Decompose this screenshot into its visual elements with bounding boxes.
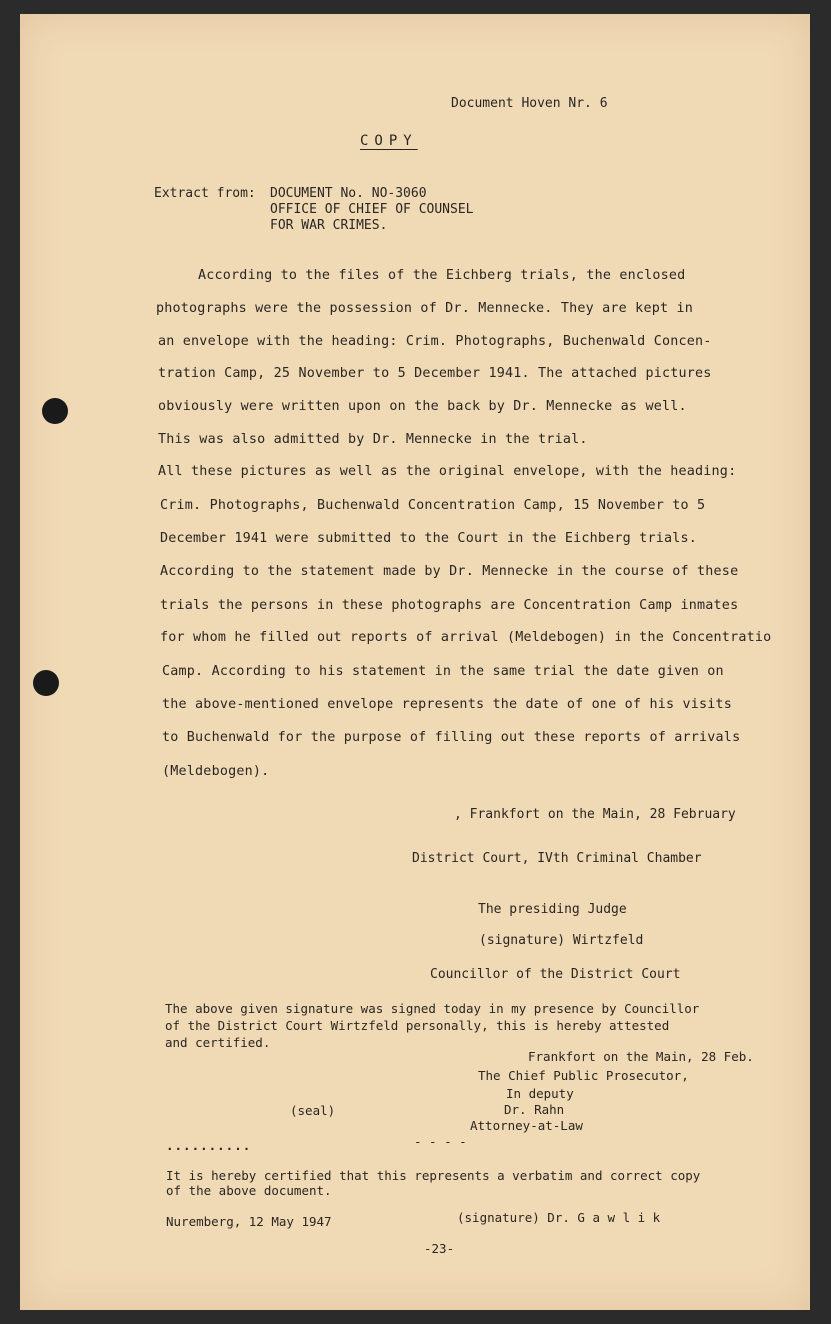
certification-signature: (signature) Dr. G a w l i k (457, 1210, 661, 1225)
seal-label: (seal) (290, 1103, 336, 1118)
certification-line: It is hereby certified that this represents a verbatim and correct copy (166, 1168, 701, 1183)
body-line: Crim. Photographs, Buchenwald Concentration Camp, 15 November to 5 (160, 498, 706, 513)
attestation-line: The above given signature was signed today in my presence by Councillor (165, 1001, 700, 1016)
body-line: All these pictures as well as the original envelope, with the heading: (158, 464, 737, 479)
document-reference: Document Hoven Nr. 6 (451, 96, 608, 111)
extract-line: FOR WAR CRIMES. (270, 218, 388, 233)
judge-title: The presiding Judge (478, 902, 627, 917)
councillor-title: Councillor of the District Court (430, 967, 681, 982)
deputy-profession: Attorney-at-Law (470, 1118, 583, 1133)
body-line: December 1941 were submitted to the Court in the Eichberg trials. (160, 531, 698, 546)
attestation-place-date: Frankfort on the Main, 28 Feb. (528, 1049, 754, 1064)
punch-hole-lower (33, 670, 59, 696)
punch-hole-upper (42, 398, 68, 424)
body-line: According to the files of the Eichberg trials, the enclosed (198, 268, 686, 283)
body-line: This was also admitted by Dr. Mennecke in the trial. (158, 432, 588, 447)
body-line: obviously were written upon on the back by Dr. Mennecke as well. (158, 399, 687, 414)
body-line: trials the persons in these photographs are Concentration Camp inmates (160, 598, 739, 613)
certification-place-date: Nuremberg, 12 May 1947 (166, 1214, 332, 1229)
certification-text (166, 1168, 700, 1198)
body-line: the above-mentioned envelope represents the date of one of his visits (162, 697, 733, 712)
deputy-name: Dr. Rahn (504, 1102, 565, 1117)
body-line: According to the statement made by Dr. Mennecke in the course of these (160, 564, 739, 579)
body-line: an envelope with the heading: Crim. Photographs, Buchenwald Concen- (158, 334, 712, 349)
extract-label: Extract from: (154, 186, 256, 201)
extract-line: DOCUMENT No. NO-3060 (270, 186, 427, 201)
separator-dots: .......... (166, 1138, 252, 1153)
copy-title: COPY (360, 133, 418, 149)
judge-signature: (signature) Wirtzfeld (479, 933, 644, 948)
extract-source (270, 186, 474, 234)
extract-line: OFFICE OF CHIEF OF COUNSEL (270, 202, 474, 217)
court-chamber: District Court, IVth Criminal Chamber (412, 851, 702, 866)
body-line: tration Camp, 25 November to 5 December 1941. The attached pictures (158, 366, 712, 381)
attestation-line: and certified. (165, 1035, 271, 1050)
document-page (20, 14, 810, 1310)
body-line: for whom he filled out reports of arrival (Meldebogen) in the Concentratio (160, 630, 772, 645)
court-place-date: , Frankfort on the Main, 28 February (454, 807, 736, 822)
body-line: to Buchenwald for the purpose of filling out these reports of arrivals (162, 730, 741, 745)
deputy-label: In deputy (506, 1086, 574, 1101)
separator-dashes: - - - - (414, 1134, 467, 1149)
page-number: -23- (424, 1241, 455, 1256)
body-line: Camp. According to his statement in the same trial the date given on (162, 664, 724, 679)
body-line: (Meldebogen). (162, 764, 270, 779)
body-line: photographs were the possession of Dr. Mennecke. They are kept in (156, 301, 694, 316)
prosecutor-title: The Chief Public Prosecutor, (478, 1068, 689, 1083)
attestation-text (165, 1000, 699, 1051)
attestation-line: of the District Court Wirtzfeld personally, this is hereby attested (165, 1018, 670, 1033)
certification-line: of the above document. (166, 1183, 332, 1198)
